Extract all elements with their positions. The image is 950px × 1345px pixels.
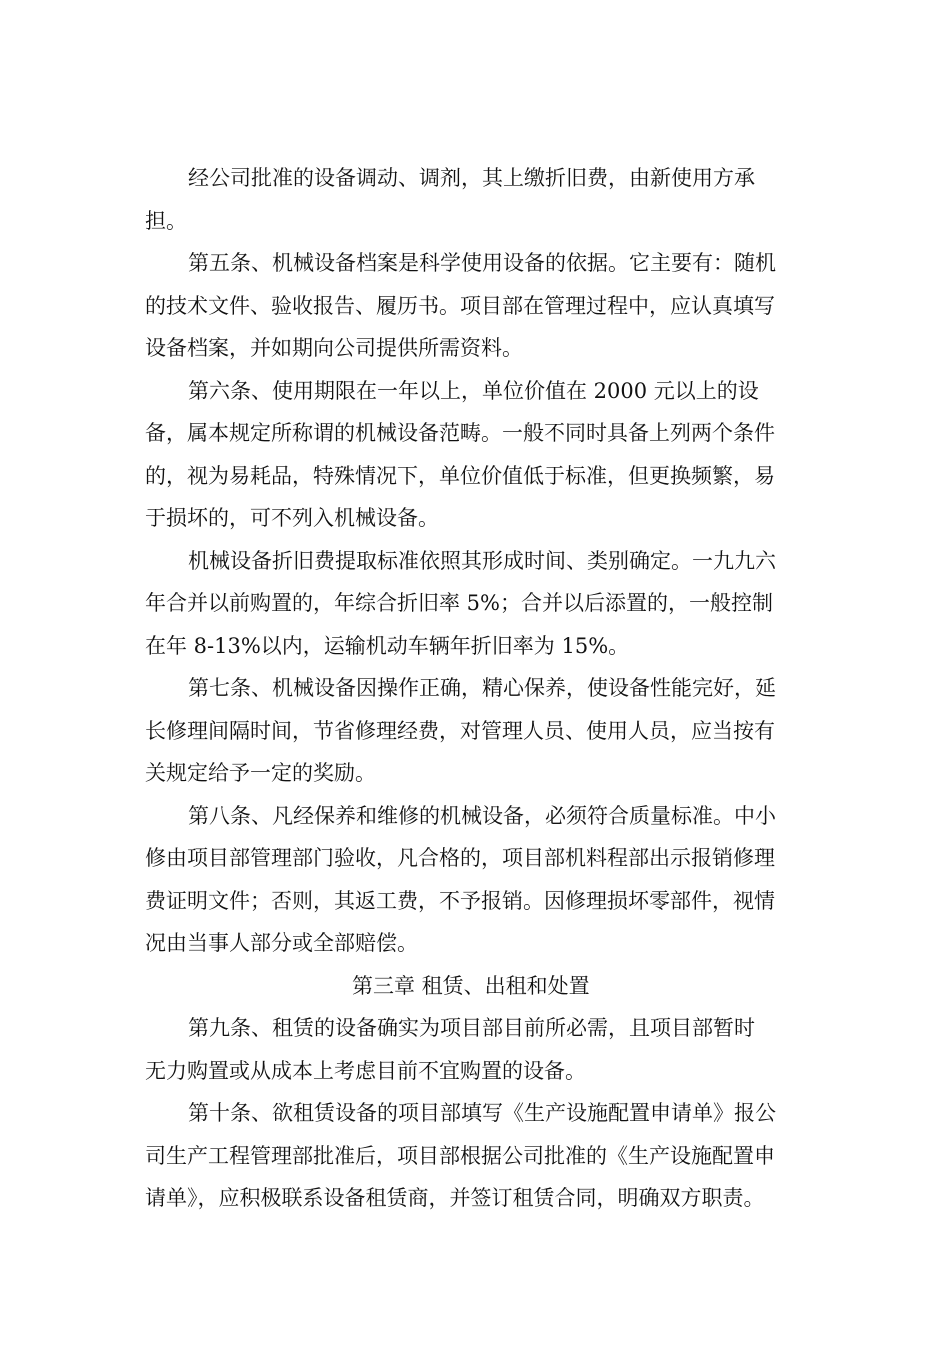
text-line: 担。 (145, 208, 187, 233)
document-body (145, 157, 845, 1220)
text-line: 年合并以前购置的，年综合折旧率 5%；合并以后添置的，一般控制 (145, 591, 773, 615)
paragraph-article-10 (145, 1092, 845, 1220)
text-line: 第八条、凡经保养和维修的机械设备，必须符合质量标准。中小 (188, 803, 776, 828)
text-line: 费证明文件；否则，其返工费，不予报销。因修理损坏零部件，视情 (145, 888, 775, 913)
text-line: 无力购置或从成本上考虑目前不宜购置的设备。 (145, 1058, 586, 1083)
text-line: 第五条、机械设备档案是科学使用设备的依据。它主要有：随机 (188, 251, 776, 275)
chapter-heading: 第三章 租赁、出租和处置 (352, 973, 590, 998)
text-line: 请单》，应积极联系设备租赁商，并签订租赁合同，明确双方职责。 (145, 1186, 765, 1210)
text-line: 关规定给予一定的奖励。 (145, 761, 376, 785)
paragraph-article-9 (145, 1007, 845, 1092)
text-line: 在年 8-13%以内，运输机动车辆年折旧率为 15%。 (145, 633, 630, 658)
text-line: 况由当事人部分或全部赔偿。 (145, 931, 418, 955)
text-line: 备，属本规定所称谓的机械设备范畴。一般不同时具备上列两个条件 (145, 421, 775, 445)
text-line: 的技术文件、验收报告、履历书。项目部在管理过程中，应认真填写 (145, 293, 775, 318)
text-line: 司生产工程管理部批准后，项目部根据公司批准的《生产设施配置申 (145, 1143, 775, 1168)
text-line: 于损坏的，可不列入机械设备。 (145, 506, 439, 530)
text-line: 第六条、使用期限在一年以上，单位价值在 2000 元以上的设 (188, 378, 759, 403)
paragraph-depreciation-transfer (145, 157, 845, 242)
text-line: 第九条、租赁的设备确实为项目部目前所必需，且项目部暂时 (188, 1016, 755, 1040)
text-line: 经公司批准的设备调动、调剂，其上缴折旧费，由新使用方承 (188, 166, 755, 190)
paragraph-depreciation-standard (145, 540, 845, 668)
paragraph-article-6 (145, 370, 845, 540)
text-line: 长修理间隔时间，节省修理经费，对管理人员、使用人员，应当按有 (145, 718, 775, 743)
text-line: 第七条、机械设备因操作正确，精心保养，使设备性能完好，延 (188, 676, 776, 700)
text-line: 第十条、欲租赁设备的项目部填写《生产设施配置申请单》报公 (188, 1101, 776, 1125)
paragraph-article-5 (145, 242, 845, 370)
text-line: 设备档案，并如期向公司提供所需资料。 (145, 336, 523, 360)
text-line: 的，视为易耗品，特殊情况下，单位价值低于标准，但更换频繁，易 (145, 463, 775, 488)
text-line: 修由项目部管理部门验收，凡合格的，项目部机料程部出示报销修理 (145, 846, 775, 870)
paragraph-article-8 (145, 795, 845, 965)
paragraph-article-7 (145, 667, 845, 795)
text-line: 机械设备折旧费提取标准依照其形成时间、类别确定。一九九六 (188, 548, 776, 573)
